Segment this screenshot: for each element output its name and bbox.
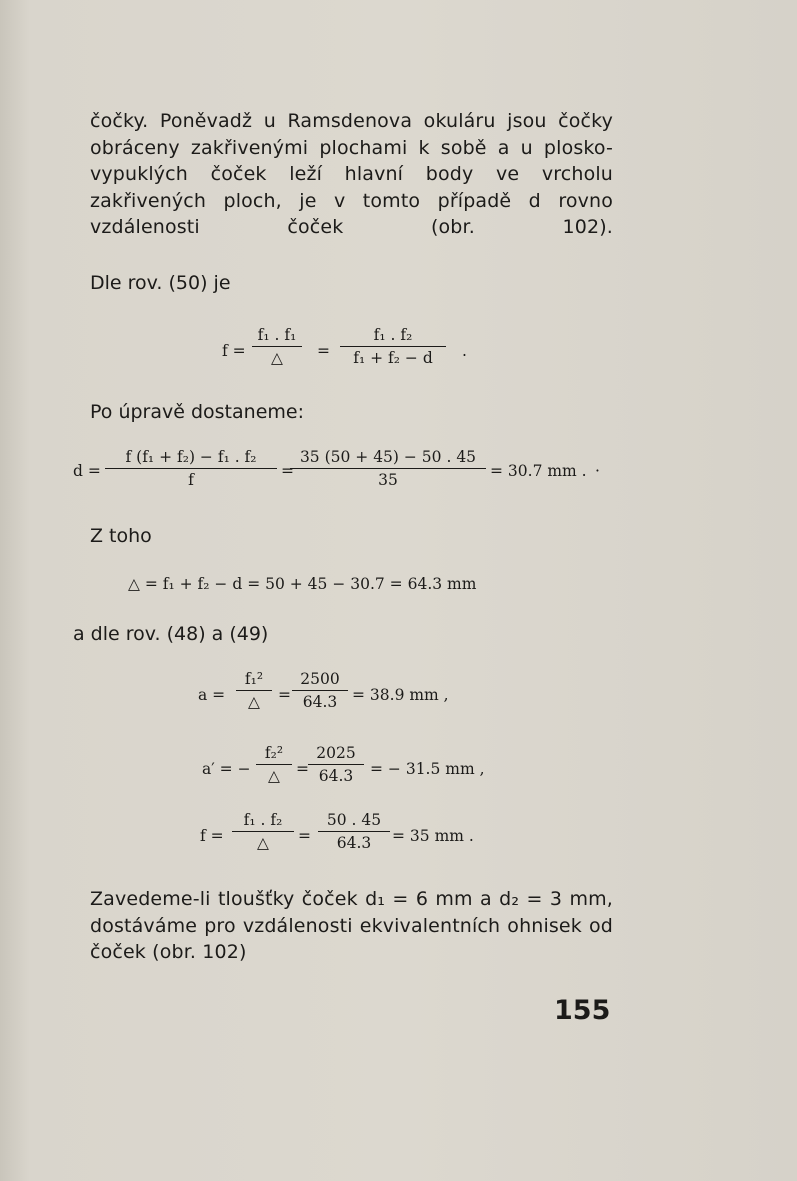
equation-delta: △ = f₁ + f₂ − d = 50 + 45 − 30.7 = 64.3 mm: [128, 575, 477, 593]
eq5-frac1-numerator: f₂²: [256, 744, 292, 765]
eq6-fraction-2: [318, 811, 390, 852]
eq2-frac1-numerator: f (f₁ + f₂) − f₁ . f₂: [105, 448, 277, 469]
eq1-frac2-numerator: f₁ . f₂: [340, 326, 446, 347]
eq6-fraction-1: [232, 811, 294, 852]
eq2-frac2-numerator: 35 (50 + 45) − 50 . 45: [290, 448, 486, 469]
label-dle-rov-48-49: a dle rov. (48) a (49): [73, 623, 269, 645]
eq4-lhs: a =: [198, 686, 226, 704]
eq1-frac1-numerator: f₁ . f₁: [252, 326, 302, 347]
eq4-frac1-numerator: f₁²: [236, 670, 272, 691]
eq6-frac1-denominator: △: [257, 834, 269, 852]
eq5-frac1-denominator: △: [268, 767, 280, 785]
label-po-uprave: Po úpravě dostaneme:: [90, 401, 304, 423]
paragraph-ramsden-intro: čočky. Poněvadž u Ramsdenova okuláru jsou čočky obráceny zakřivenými plochami k sobě a u plosko-vypuklých čoček leží hlavní body ve vrcholu zakřivených ploch, je v tomto případě d rovno vzdálenosti čoček (obr. 102).: [90, 110, 613, 238]
eq2-frac1-denominator: f: [188, 471, 194, 489]
eq5-equals: =: [296, 760, 309, 778]
eq5-frac2-denominator: 64.3: [318, 767, 354, 785]
eq6-frac2-numerator: 50 . 45: [318, 811, 390, 832]
eq1-fraction-2: [340, 326, 446, 367]
eq2-lhs: d =: [73, 462, 101, 480]
eq4-frac2-denominator: 64.3: [302, 693, 338, 711]
eq2-fraction-1: [105, 448, 277, 489]
label-dle-rov-50: Dle rov. (50) je: [90, 272, 231, 294]
eq1-fraction-1: [252, 326, 302, 367]
eq6-rhs: = 35 mm .: [392, 827, 474, 845]
eq4-fraction-2: [292, 670, 348, 711]
paragraph-thickness: Zavedeme-li tloušťky čoček d₁ = 6 mm a d₂ = 3 mm, dostáváme pro vzdálenosti ekvivalentních ohnisek od čoček (obr. 102): [90, 888, 613, 963]
eq4-frac2-numerator: 2500: [292, 670, 348, 691]
eq6-equals: =: [298, 827, 311, 845]
eq1-frac2-denominator: f₁ + f₂ − d: [353, 349, 433, 367]
eq2-stray-dot: ·: [595, 462, 600, 480]
eq1-frac1-denominator: △: [271, 349, 283, 367]
eq4-equals: =: [278, 686, 291, 704]
eq1-lhs: f =: [222, 342, 246, 360]
eq6-lhs: f =: [200, 827, 224, 845]
eq5-rhs: = − 31.5 mm ,: [370, 760, 485, 778]
eq5-frac2-numerator: 2025: [308, 744, 364, 765]
eq5-lhs: a′ = −: [202, 760, 251, 778]
eq2-rhs: = 30.7 mm .: [490, 462, 587, 480]
eq6-frac2-denominator: 64.3: [336, 834, 372, 852]
eq2-frac2-denominator: 35: [378, 471, 398, 489]
eq2-fraction-2: [290, 448, 486, 489]
eq2-equals: =: [281, 462, 294, 480]
eq1-equals: =: [317, 342, 330, 360]
eq4-frac1-denominator: △: [248, 693, 260, 711]
eq4-rhs: = 38.9 mm ,: [352, 686, 449, 704]
eq5-fraction-1: [256, 744, 292, 785]
page-number: 155: [554, 995, 611, 1026]
label-z-toho: Z toho: [90, 525, 152, 547]
eq5-fraction-2: [308, 744, 364, 785]
eq1-end: .: [462, 342, 467, 360]
eq4-fraction-1: [236, 670, 272, 711]
eq6-frac1-numerator: f₁ . f₂: [232, 811, 294, 832]
